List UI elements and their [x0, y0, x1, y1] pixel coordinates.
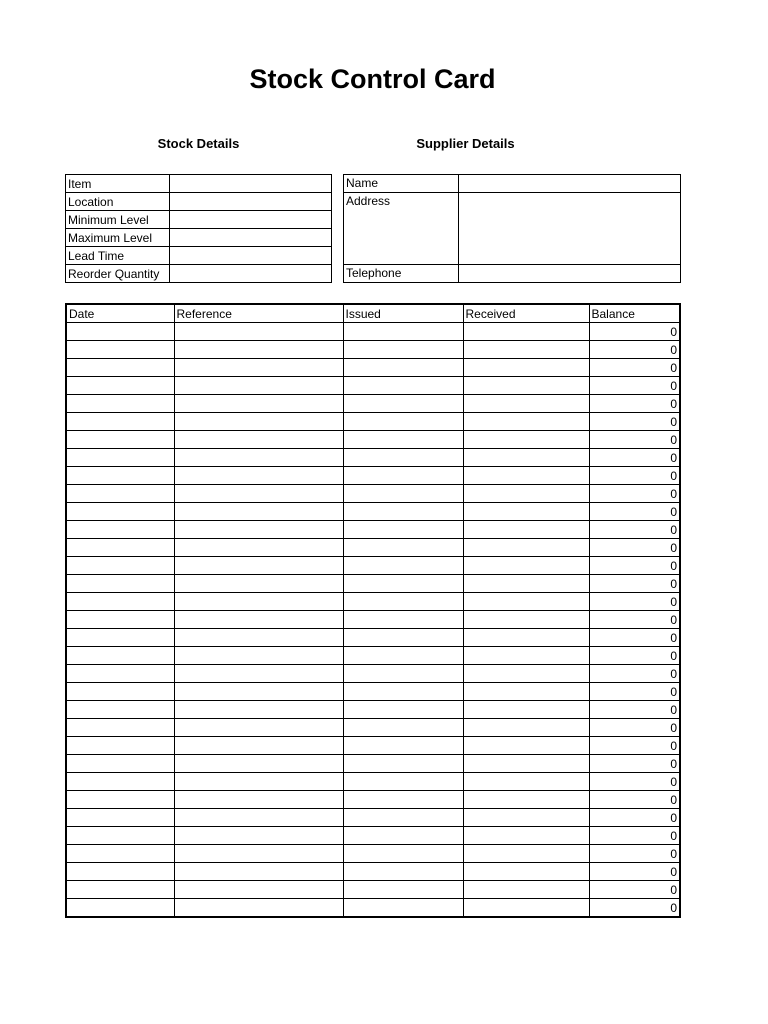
- ledger-cell-issued[interactable]: [343, 791, 463, 809]
- ledger-cell-reference[interactable]: [174, 773, 343, 791]
- stock-detail-row: [66, 265, 332, 283]
- ledger-cell-reference[interactable]: [174, 845, 343, 863]
- ledger-cell-received[interactable]: [463, 449, 589, 467]
- column-header-reference: Reference: [174, 304, 343, 323]
- table-row: [66, 809, 680, 827]
- ledger-cell-date[interactable]: [66, 665, 174, 683]
- table-row: [66, 899, 680, 918]
- ledger-cell-reference[interactable]: [174, 323, 343, 341]
- ledger-cell-reference[interactable]: [174, 737, 343, 755]
- table-row: [66, 755, 680, 773]
- table-row: [66, 467, 680, 485]
- column-header-balance: Balance: [589, 304, 680, 323]
- ledger-cell-issued[interactable]: [343, 845, 463, 863]
- ledger-cell-date[interactable]: [66, 341, 174, 359]
- ledger-cell-reference[interactable]: [174, 395, 343, 413]
- supplier-name-label: Name: [344, 175, 459, 193]
- column-header-date: Date: [66, 304, 174, 323]
- stock-detail-row: [66, 211, 332, 229]
- stock-detail-value-field[interactable]: [170, 247, 332, 265]
- ledger-cell-reference[interactable]: [174, 647, 343, 665]
- ledger-cell-reference[interactable]: [174, 359, 343, 377]
- ledger-cell-reference[interactable]: [174, 449, 343, 467]
- ledger-cell-date[interactable]: [66, 575, 174, 593]
- ledger-cell-balance: 0: [589, 755, 680, 773]
- table-row: [66, 557, 680, 575]
- ledger-cell-reference[interactable]: [174, 791, 343, 809]
- ledger-cell-received[interactable]: [463, 791, 589, 809]
- ledger-cell-balance: 0: [589, 557, 680, 575]
- ledger-cell-date[interactable]: [66, 737, 174, 755]
- ledger-cell-received[interactable]: [463, 683, 589, 701]
- ledger-cell-balance: 0: [589, 323, 680, 341]
- ledger-cell-date[interactable]: [66, 323, 174, 341]
- ledger-cell-issued[interactable]: [343, 539, 463, 557]
- supplier-details-table: [343, 174, 681, 283]
- table-row: [66, 377, 680, 395]
- ledger-cell-date[interactable]: [66, 827, 174, 845]
- ledger-cell-balance: 0: [589, 485, 680, 503]
- ledger-cell-reference[interactable]: [174, 683, 343, 701]
- ledger-cell-balance: 0: [589, 881, 680, 899]
- ledger-cell-date[interactable]: [66, 557, 174, 575]
- table-row: [66, 323, 680, 341]
- ledger-cell-date[interactable]: [66, 395, 174, 413]
- ledger-cell-issued[interactable]: [343, 773, 463, 791]
- ledger-cell-received[interactable]: [463, 755, 589, 773]
- ledger-cell-balance: 0: [589, 827, 680, 845]
- ledger-cell-balance: 0: [589, 359, 680, 377]
- table-row: [66, 341, 680, 359]
- ledger-cell-received[interactable]: [463, 809, 589, 827]
- ledger-cell-date[interactable]: [66, 809, 174, 827]
- ledger-cell-reference[interactable]: [174, 881, 343, 899]
- stock-detail-row: [66, 193, 332, 211]
- ledger-cell-received[interactable]: [463, 827, 589, 845]
- ledger-cell-received[interactable]: [463, 611, 589, 629]
- ledger-cell-date[interactable]: [66, 359, 174, 377]
- ledger-cell-balance: 0: [589, 773, 680, 791]
- stock-detail-label: Lead Time: [66, 247, 170, 265]
- ledger-cell-balance: 0: [589, 521, 680, 539]
- ledger-cell-received[interactable]: [463, 377, 589, 395]
- ledger-cell-issued[interactable]: [343, 647, 463, 665]
- ledger-cell-issued[interactable]: [343, 755, 463, 773]
- stock-detail-value-field[interactable]: [170, 193, 332, 211]
- ledger-cell-date[interactable]: [66, 755, 174, 773]
- ledger-cell-reference[interactable]: [174, 377, 343, 395]
- table-row: [66, 827, 680, 845]
- ledger-cell-received[interactable]: [463, 341, 589, 359]
- ledger-cell-balance: 0: [589, 719, 680, 737]
- ledger-cell-date[interactable]: [66, 503, 174, 521]
- ledger-cell-reference[interactable]: [174, 827, 343, 845]
- ledger-cell-issued[interactable]: [343, 575, 463, 593]
- table-row: [66, 773, 680, 791]
- table-row: [66, 395, 680, 413]
- table-row: [66, 449, 680, 467]
- ledger-cell-issued[interactable]: [343, 881, 463, 899]
- ledger-cell-received[interactable]: [463, 629, 589, 647]
- supplier-row-telephone: [344, 265, 681, 283]
- ledger-cell-reference[interactable]: [174, 575, 343, 593]
- ledger-cell-received[interactable]: [463, 485, 589, 503]
- ledger-cell-received[interactable]: [463, 503, 589, 521]
- ledger-cell-received[interactable]: [463, 899, 589, 918]
- ledger-cell-received[interactable]: [463, 557, 589, 575]
- ledger-cell-date[interactable]: [66, 413, 174, 431]
- ledger-cell-balance: 0: [589, 647, 680, 665]
- ledger-cell-balance: 0: [589, 413, 680, 431]
- ledger-cell-received[interactable]: [463, 413, 589, 431]
- table-row: [66, 863, 680, 881]
- ledger-cell-balance: 0: [589, 449, 680, 467]
- ledger-cell-balance: 0: [589, 863, 680, 881]
- ledger-cell-received[interactable]: [463, 845, 589, 863]
- ledger-cell-balance: 0: [589, 737, 680, 755]
- stock-detail-row: [66, 229, 332, 247]
- table-row: [66, 521, 680, 539]
- ledger-cell-issued[interactable]: [343, 359, 463, 377]
- table-row: [66, 575, 680, 593]
- ledger-cell-reference[interactable]: [174, 413, 343, 431]
- stock-details-heading: Stock Details: [157, 136, 240, 151]
- ledger-cell-reference[interactable]: [174, 899, 343, 918]
- stock-detail-value-field[interactable]: [170, 265, 332, 283]
- table-row: [66, 539, 680, 557]
- ledger-cell-reference[interactable]: [174, 467, 343, 485]
- ledger-cell-reference[interactable]: [174, 341, 343, 359]
- ledger-cell-date[interactable]: [66, 629, 174, 647]
- ledger-cell-date[interactable]: [66, 899, 174, 918]
- ledger-cell-issued[interactable]: [343, 611, 463, 629]
- ledger-cell-issued[interactable]: [343, 593, 463, 611]
- ledger-cell-date[interactable]: [66, 377, 174, 395]
- page-title: Stock Control Card: [249, 64, 496, 94]
- ledger-cell-reference[interactable]: [174, 665, 343, 683]
- ledger-cell-issued[interactable]: [343, 503, 463, 521]
- ledger-cell-received[interactable]: [463, 467, 589, 485]
- ledger-cell-balance: 0: [589, 845, 680, 863]
- ledger-cell-date[interactable]: [66, 683, 174, 701]
- ledger-cell-reference[interactable]: [174, 593, 343, 611]
- ledger-cell-balance: 0: [589, 377, 680, 395]
- supplier-address-label: Address: [344, 193, 459, 265]
- ledger-cell-received[interactable]: [463, 575, 589, 593]
- ledger-cell-issued[interactable]: [343, 485, 463, 503]
- ledger-cell-date[interactable]: [66, 701, 174, 719]
- ledger-cell-balance: 0: [589, 503, 680, 521]
- ledger-cell-reference[interactable]: [174, 431, 343, 449]
- ledger-cell-issued[interactable]: [343, 863, 463, 881]
- ledger-cell-balance: 0: [589, 809, 680, 827]
- ledger-cell-balance: 0: [589, 575, 680, 593]
- ledger-cell-balance: 0: [589, 899, 680, 918]
- table-row: [66, 485, 680, 503]
- stock-detail-label: Reorder Quantity: [66, 265, 170, 283]
- ledger-cell-issued[interactable]: [343, 809, 463, 827]
- column-header-issued: Issued: [343, 304, 463, 323]
- stock-detail-value-field[interactable]: [170, 229, 332, 247]
- ledger-cell-issued[interactable]: [343, 413, 463, 431]
- table-row: [66, 359, 680, 377]
- stock-detail-label: Location: [66, 193, 170, 211]
- ledger-cell-date[interactable]: [66, 467, 174, 485]
- ledger-cell-balance: 0: [589, 431, 680, 449]
- supplier-telephone-field[interactable]: [459, 265, 681, 283]
- ledger-cell-balance: 0: [589, 539, 680, 557]
- stock-detail-value-field[interactable]: [170, 211, 332, 229]
- table-row: [66, 737, 680, 755]
- ledger-cell-received[interactable]: [463, 719, 589, 737]
- ledger-cell-reference[interactable]: [174, 557, 343, 575]
- table-row: [66, 683, 680, 701]
- ledger-cell-date[interactable]: [66, 773, 174, 791]
- ledger-cell-issued[interactable]: [343, 557, 463, 575]
- ledger-cell-date[interactable]: [66, 791, 174, 809]
- table-row: [66, 503, 680, 521]
- ledger-cell-reference[interactable]: [174, 629, 343, 647]
- table-row: [66, 791, 680, 809]
- ledger-cell-issued[interactable]: [343, 395, 463, 413]
- ledger-cell-date[interactable]: [66, 593, 174, 611]
- table-row: [66, 881, 680, 899]
- ledger-cell-received[interactable]: [463, 431, 589, 449]
- table-row: [66, 845, 680, 863]
- ledger-cell-issued[interactable]: [343, 719, 463, 737]
- ledger-cell-balance: 0: [589, 665, 680, 683]
- ledger-cell-reference[interactable]: [174, 701, 343, 719]
- ledger-cell-balance: 0: [589, 341, 680, 359]
- ledger-cell-balance: 0: [589, 611, 680, 629]
- ledger-cell-date[interactable]: [66, 521, 174, 539]
- ledger-cell-issued[interactable]: [343, 701, 463, 719]
- ledger-cell-date[interactable]: [66, 863, 174, 881]
- ledger-cell-issued[interactable]: [343, 431, 463, 449]
- ledger-cell-date[interactable]: [66, 611, 174, 629]
- supplier-row-name: [344, 175, 681, 193]
- ledger-cell-date[interactable]: [66, 845, 174, 863]
- supplier-telephone-label: Telephone: [344, 265, 459, 283]
- ledger-cell-date[interactable]: [66, 431, 174, 449]
- ledger-cell-received[interactable]: [463, 395, 589, 413]
- ledger-cell-received[interactable]: [463, 323, 589, 341]
- table-row: [66, 413, 680, 431]
- ledger-cell-balance: 0: [589, 395, 680, 413]
- ledger-cell-date[interactable]: [66, 485, 174, 503]
- ledger-cell-balance: 0: [589, 629, 680, 647]
- ledger-cell-received[interactable]: [463, 539, 589, 557]
- table-row: [66, 593, 680, 611]
- stock-ledger-table: [65, 303, 681, 918]
- supplier-address-field[interactable]: [459, 193, 681, 265]
- supplier-details-heading: Supplier Details: [416, 136, 515, 151]
- ledger-cell-balance: 0: [589, 701, 680, 719]
- ledger-cell-issued[interactable]: [343, 665, 463, 683]
- ledger-cell-balance: 0: [589, 467, 680, 485]
- ledger-cell-received[interactable]: [463, 773, 589, 791]
- ledger-cell-issued[interactable]: [343, 467, 463, 485]
- ledger-header-row: [66, 304, 680, 323]
- ledger-cell-received[interactable]: [463, 593, 589, 611]
- ledger-cell-received[interactable]: [463, 359, 589, 377]
- ledger-cell-reference[interactable]: [174, 485, 343, 503]
- ledger-cell-issued[interactable]: [343, 323, 463, 341]
- ledger-cell-reference[interactable]: [174, 611, 343, 629]
- ledger-cell-date[interactable]: [66, 539, 174, 557]
- table-row: [66, 647, 680, 665]
- stock-detail-value-field[interactable]: [170, 175, 332, 193]
- stock-detail-row: [66, 175, 332, 193]
- stock-detail-label: Maximum Level: [66, 229, 170, 247]
- ledger-cell-received[interactable]: [463, 647, 589, 665]
- ledger-cell-issued[interactable]: [343, 683, 463, 701]
- ledger-cell-issued[interactable]: [343, 521, 463, 539]
- table-row: [66, 629, 680, 647]
- supplier-row-address: [344, 193, 681, 265]
- table-row: [66, 431, 680, 449]
- ledger-cell-reference[interactable]: [174, 719, 343, 737]
- ledger-cell-received[interactable]: [463, 737, 589, 755]
- ledger-cell-received[interactable]: [463, 701, 589, 719]
- ledger-cell-received[interactable]: [463, 665, 589, 683]
- ledger-cell-reference[interactable]: [174, 539, 343, 557]
- ledger-cell-balance: 0: [589, 593, 680, 611]
- table-row: [66, 701, 680, 719]
- ledger-cell-issued[interactable]: [343, 899, 463, 918]
- ledger-cell-reference[interactable]: [174, 755, 343, 773]
- ledger-cell-date[interactable]: [66, 449, 174, 467]
- ledger-cell-date[interactable]: [66, 719, 174, 737]
- ledger-cell-reference[interactable]: [174, 863, 343, 881]
- ledger-cell-received[interactable]: [463, 863, 589, 881]
- ledger-cell-reference[interactable]: [174, 809, 343, 827]
- column-header-received: Received: [463, 304, 589, 323]
- stock-detail-row: [66, 247, 332, 265]
- ledger-cell-issued[interactable]: [343, 737, 463, 755]
- supplier-name-field[interactable]: [459, 175, 681, 193]
- ledger-cell-received[interactable]: [463, 881, 589, 899]
- ledger-cell-date[interactable]: [66, 881, 174, 899]
- ledger-cell-issued[interactable]: [343, 827, 463, 845]
- ledger-cell-received[interactable]: [463, 521, 589, 539]
- stock-detail-label: Minimum Level: [66, 211, 170, 229]
- ledger-cell-issued[interactable]: [343, 449, 463, 467]
- stock-detail-label: Item: [66, 175, 170, 193]
- stock-details-table: [65, 174, 332, 283]
- ledger-cell-reference[interactable]: [174, 503, 343, 521]
- ledger-cell-issued[interactable]: [343, 341, 463, 359]
- ledger-cell-date[interactable]: [66, 647, 174, 665]
- table-row: [66, 611, 680, 629]
- ledger-cell-balance: 0: [589, 683, 680, 701]
- ledger-cell-issued[interactable]: [343, 377, 463, 395]
- ledger-cell-reference[interactable]: [174, 521, 343, 539]
- ledger-cell-balance: 0: [589, 791, 680, 809]
- ledger-cell-issued[interactable]: [343, 629, 463, 647]
- table-row: [66, 665, 680, 683]
- table-row: [66, 719, 680, 737]
